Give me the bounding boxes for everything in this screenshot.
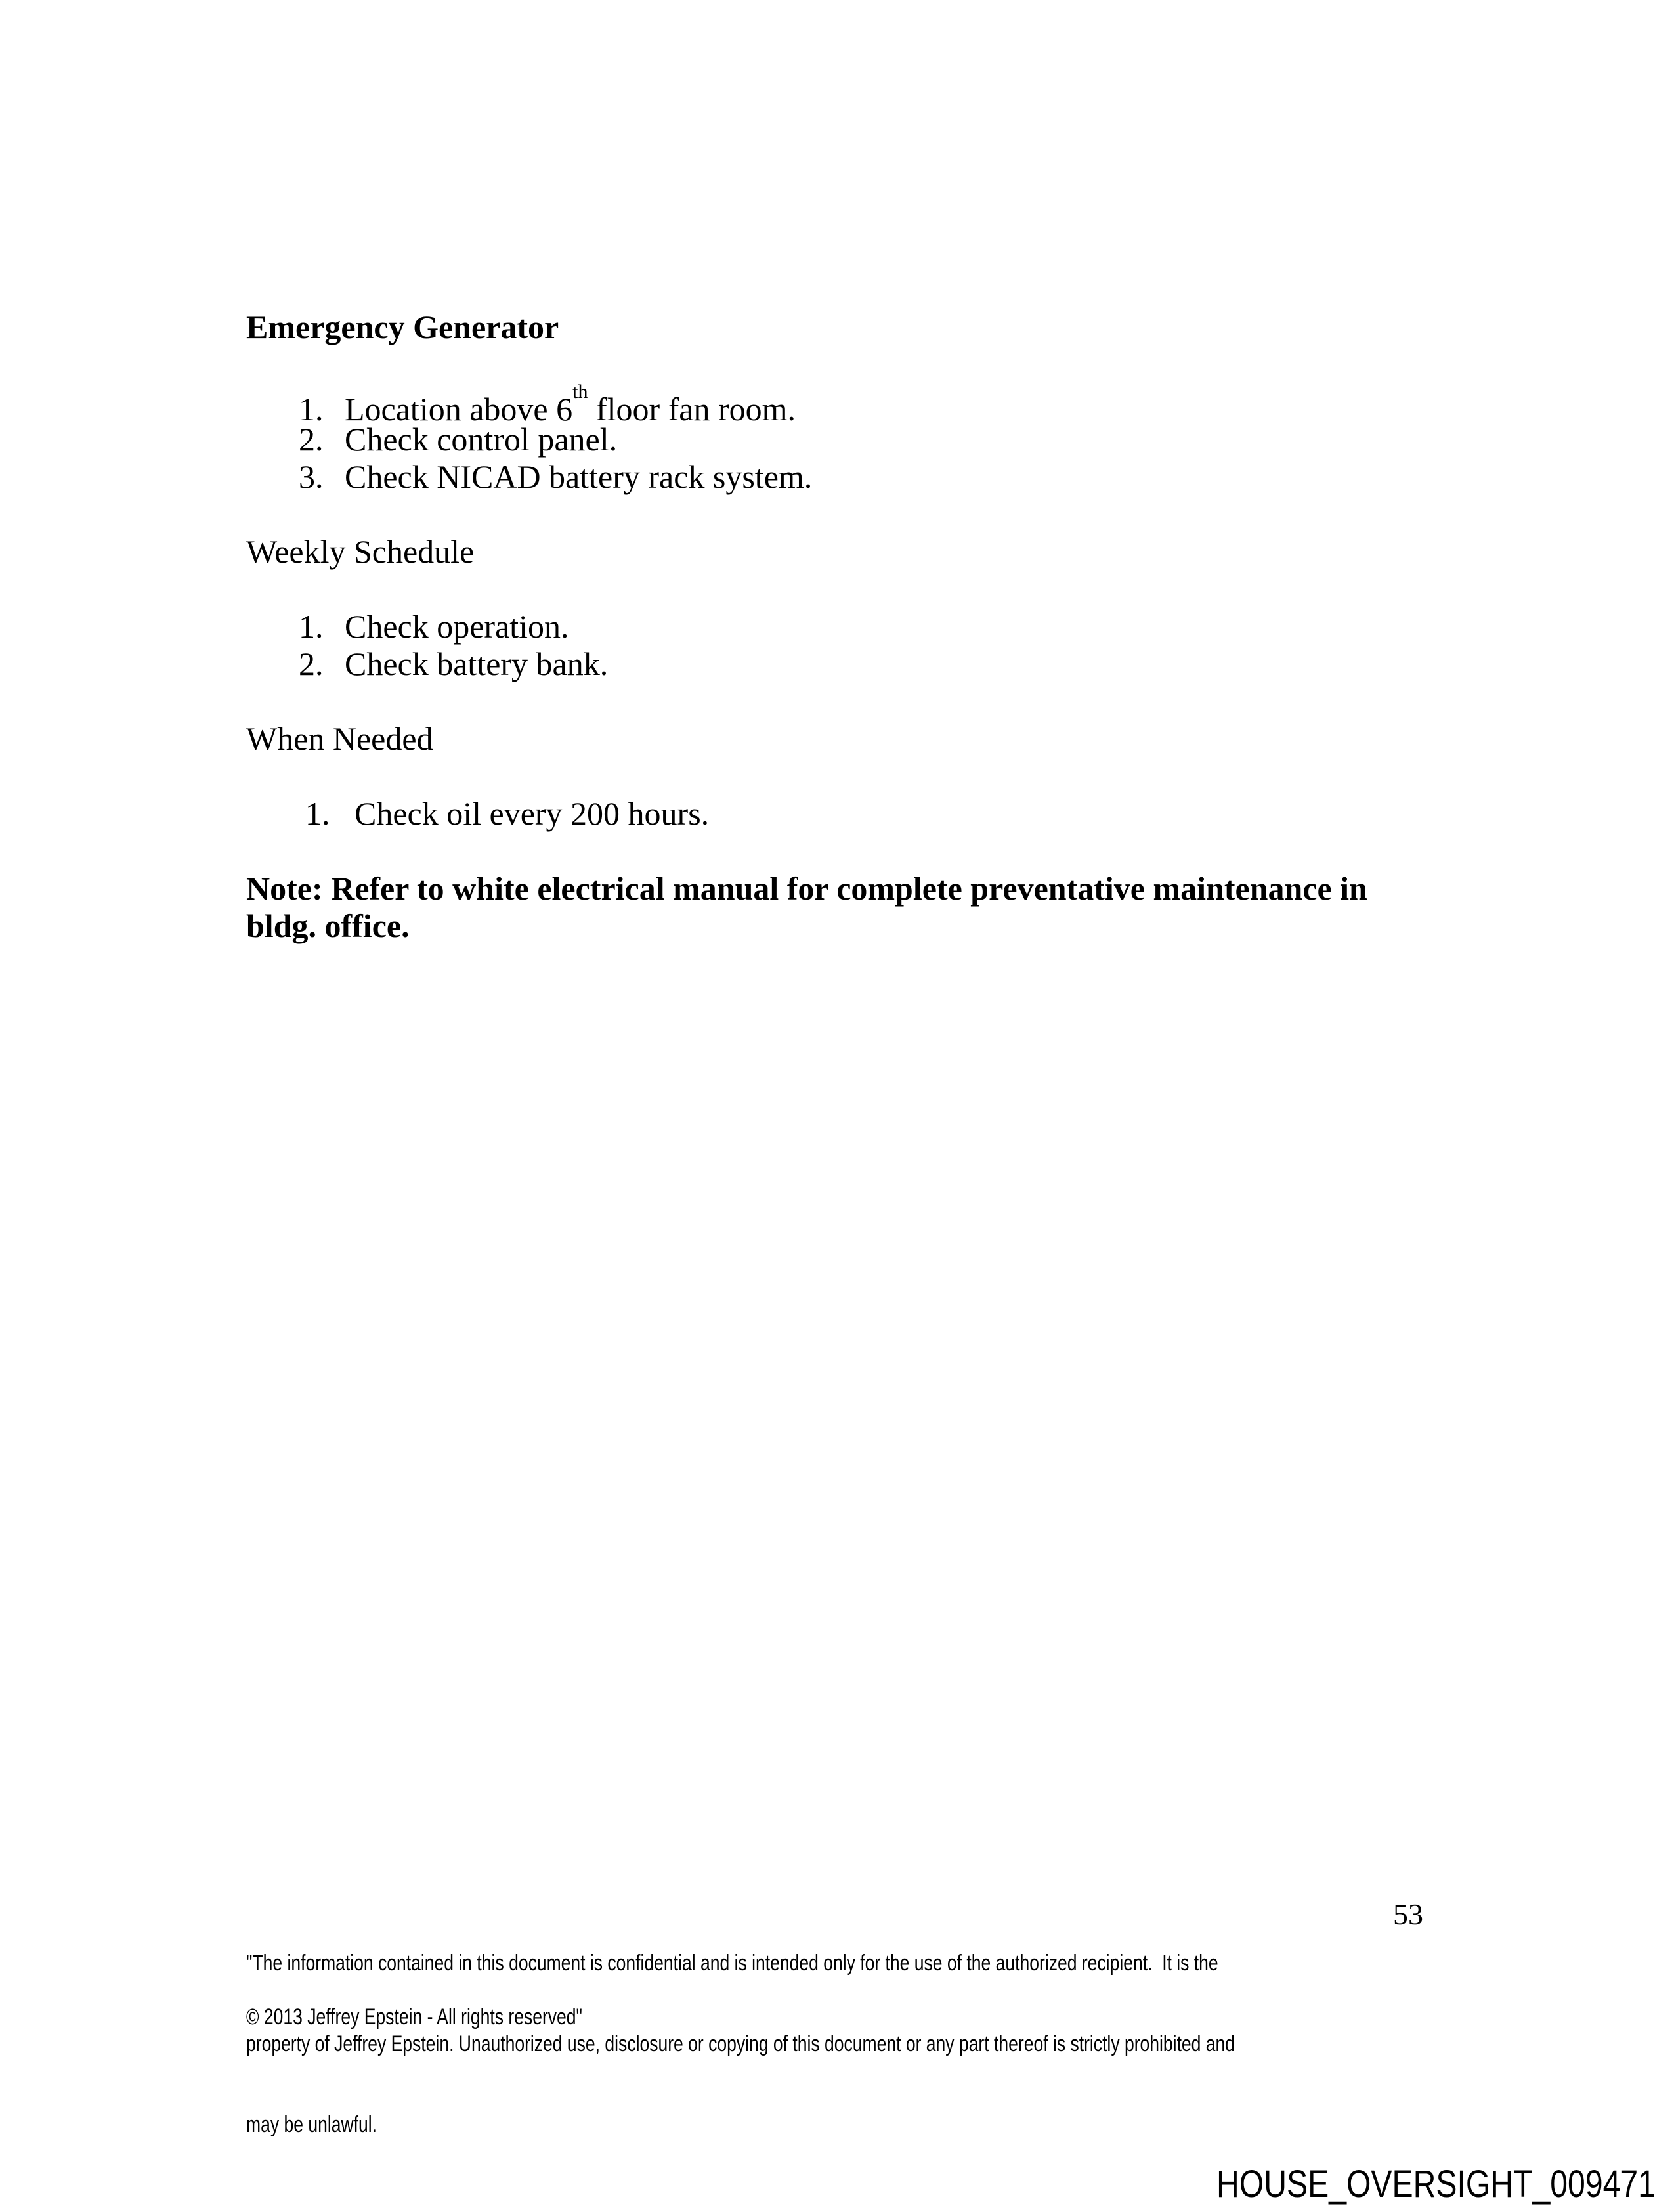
note-line-1: Note: Refer to white electrical manual for complete preventative maintenance in — [246, 870, 1367, 907]
item-text: Check oil every 200 hours. — [354, 795, 710, 832]
disclaimer-line: may be unlawful. — [246, 2112, 377, 2137]
list-item — [246, 795, 1493, 833]
item-number: 1. — [305, 795, 330, 832]
list-item — [246, 645, 1493, 683]
item-text-pre: Location above 6 — [345, 390, 573, 427]
note-line-2: bldg. office. — [246, 907, 410, 944]
confidentiality-disclaimer — [246, 1896, 1235, 2192]
when-needed-checklist — [246, 795, 1493, 833]
note — [246, 870, 1493, 945]
weekly-checklist — [246, 608, 1493, 683]
bates-stamp: HOUSE_OVERSIGHT_009471 — [1216, 2163, 1656, 2205]
item-number: 2. — [299, 421, 324, 458]
ordinal-superscript: th — [572, 380, 588, 402]
item-number: 3. — [299, 458, 324, 495]
page-title: Emergency Generator — [246, 309, 559, 345]
item-number: 1. — [299, 390, 324, 427]
page-number: 53 — [1393, 1898, 1423, 1931]
list-item — [246, 421, 1493, 458]
item-number: 2. — [299, 645, 324, 682]
item-text: Check battery bank. — [345, 645, 609, 682]
weekly-schedule-heading: Weekly Schedule — [246, 533, 475, 570]
item-text: Check NICAD battery rack system. — [345, 458, 813, 495]
list-item — [246, 608, 1493, 645]
disclaimer-line: "The information contained in this document is confidential and is intended only for the use of the authorized recipient. It is the — [246, 1951, 1218, 1976]
list-item — [246, 458, 1493, 496]
document-content — [246, 309, 1493, 945]
item-number: 1. — [299, 608, 324, 645]
copyright-line: © 2013 Jeffrey Epstein - All rights reserved" — [246, 2005, 582, 2029]
item-text: Check operation. — [345, 608, 569, 645]
disclaimer-line: property of Jeffrey Epstein. Unauthorized use, disclosure or copying of this document or any part thereof is strictly prohibited and — [246, 2031, 1235, 2056]
when-needed-heading: When Needed — [246, 720, 433, 757]
item-text: Check control panel. — [345, 421, 618, 458]
generator-checklist — [246, 380, 1493, 496]
list-item — [246, 380, 1493, 427]
item-text-post: floor fan room. — [588, 390, 796, 427]
